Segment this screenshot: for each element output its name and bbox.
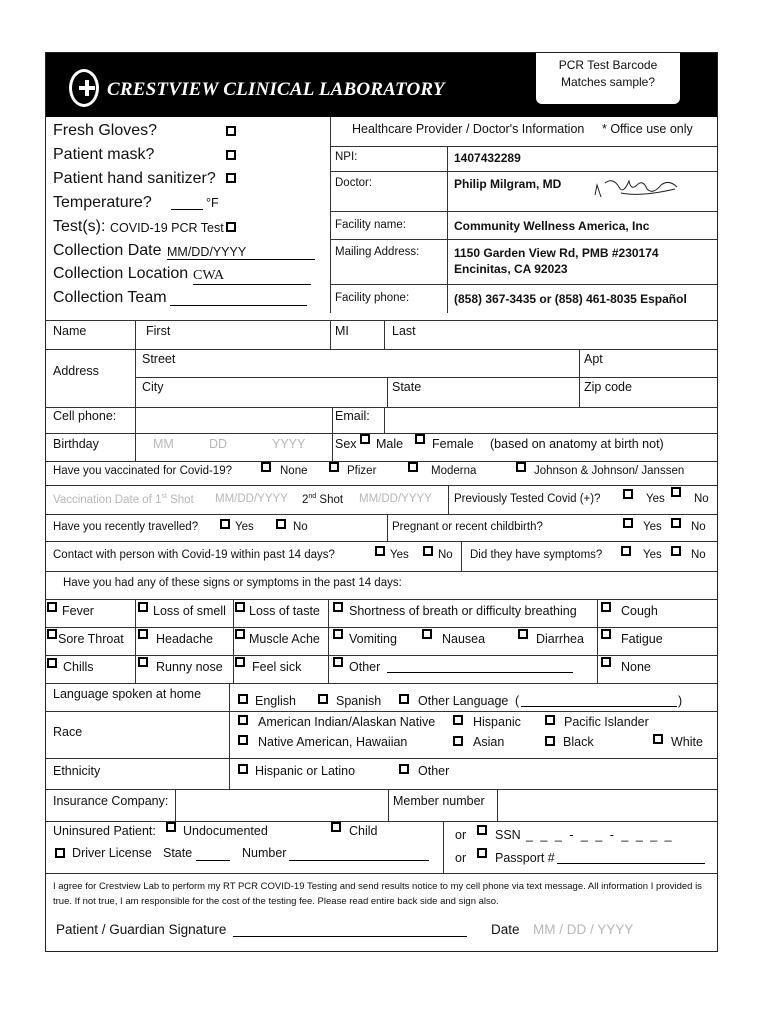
or-ssn-label: or bbox=[455, 828, 467, 842]
birth-month-field[interactable]: MM bbox=[153, 437, 174, 451]
symptoms-no-label: No bbox=[691, 549, 706, 561]
doctor-label: Doctor: bbox=[335, 177, 373, 189]
runny-nose-checkbox[interactable] bbox=[138, 657, 148, 667]
tests-label: Test(s): bbox=[53, 218, 106, 235]
signature-label: Patient / Guardian Signature bbox=[56, 922, 227, 937]
prev-tested-yes-label: Yes bbox=[646, 493, 665, 505]
medical-cross-logo-icon bbox=[69, 69, 99, 107]
moderna-checkbox[interactable] bbox=[408, 462, 418, 472]
npi-label: NPI: bbox=[335, 151, 358, 163]
barcode-line-1: PCR Test Barcode bbox=[558, 58, 658, 72]
travel-yes-checkbox[interactable] bbox=[220, 519, 230, 529]
asian-checkbox[interactable] bbox=[453, 736, 463, 746]
headache-checkbox[interactable] bbox=[138, 629, 148, 639]
mailing-line-1: 1150 Garden View Rd, PMB #230174 bbox=[454, 246, 659, 260]
birth-year-field[interactable]: YYYY bbox=[272, 437, 306, 451]
or-passport-label: or bbox=[455, 851, 467, 865]
child-checkbox[interactable] bbox=[331, 822, 341, 832]
fatigue-label: Fatigue bbox=[621, 632, 663, 646]
symptoms-yes-label: Yes bbox=[643, 549, 662, 561]
prev-tested-yes-checkbox[interactable] bbox=[623, 489, 633, 499]
passport-checkbox[interactable] bbox=[477, 848, 487, 858]
muscle-ache-checkbox[interactable] bbox=[235, 629, 245, 639]
dl-state-label: State bbox=[163, 846, 193, 860]
black-label: Black bbox=[563, 735, 594, 749]
pregnant-yes-label: Yes bbox=[643, 521, 662, 533]
sex-note: (based on anatomy at birth not) bbox=[490, 437, 664, 451]
provider-heading: Healthcare Provider / Doctor's Information bbox=[352, 122, 585, 136]
collection-date-field[interactable]: MM/DD/YYYY bbox=[167, 245, 315, 260]
fever-label: Fever bbox=[62, 604, 94, 618]
male-checkbox[interactable] bbox=[360, 434, 370, 444]
feel-sick-checkbox[interactable] bbox=[235, 657, 245, 667]
pregnant-no-checkbox[interactable] bbox=[671, 518, 681, 528]
other-symptom-checkbox[interactable] bbox=[333, 657, 343, 667]
hispanic-latino-checkbox[interactable] bbox=[238, 764, 248, 774]
asian-label: Asian bbox=[473, 735, 505, 749]
covid-test-checkbox[interactable] bbox=[226, 222, 236, 232]
cough-checkbox[interactable] bbox=[601, 602, 611, 612]
patient-mask-checkbox[interactable] bbox=[226, 150, 236, 160]
sore-throat-label: Sore Throat bbox=[58, 632, 124, 646]
symptoms-question: Did they have symptoms? bbox=[470, 549, 603, 561]
middle-initial-field[interactable]: MI bbox=[335, 324, 349, 338]
fatigue-checkbox[interactable] bbox=[601, 629, 611, 639]
loss-taste-label: Loss of taste bbox=[249, 604, 320, 618]
street-field[interactable]: Street bbox=[142, 352, 176, 366]
jj-checkbox[interactable] bbox=[516, 462, 526, 472]
symptoms-yes-checkbox[interactable] bbox=[621, 546, 631, 556]
collection-location-label: Collection Location bbox=[53, 265, 189, 282]
no-symptoms-checkbox[interactable] bbox=[601, 657, 611, 667]
loss-smell-label: Loss of smell bbox=[153, 604, 226, 618]
jj-label: Johnson & Johnson/ Janssen bbox=[534, 465, 685, 477]
female-label: Female bbox=[432, 437, 474, 451]
pfizer-label: Pfizer bbox=[347, 465, 377, 477]
sex-label: Sex bbox=[335, 437, 357, 451]
second-shot-label: 2nd Shot bbox=[302, 493, 344, 506]
birth-day-field[interactable]: DD bbox=[209, 437, 228, 451]
symptoms-heading: Have you had any of these signs or symptoms in the past 14 days: bbox=[63, 577, 402, 589]
passport-field[interactable] bbox=[557, 851, 705, 864]
ethnicity-other-checkbox[interactable] bbox=[399, 764, 409, 774]
cough-label: Cough bbox=[621, 604, 658, 618]
first-name-field[interactable]: First bbox=[146, 324, 171, 338]
last-name-field[interactable]: Last bbox=[392, 324, 416, 338]
runny-nose-label: Runny nose bbox=[156, 660, 223, 674]
travel-yes-label: Yes bbox=[235, 521, 254, 533]
moderna-label: Moderna bbox=[431, 465, 477, 477]
other-language-field[interactable] bbox=[521, 694, 677, 707]
second-shot-date-field[interactable]: MM/DD/YYYY bbox=[359, 493, 432, 505]
prev-tested-no-checkbox[interactable] bbox=[671, 487, 681, 497]
driver-license-checkbox[interactable] bbox=[55, 848, 65, 858]
symptoms-no-checkbox[interactable] bbox=[671, 546, 681, 556]
dl-state-field[interactable] bbox=[196, 848, 230, 861]
chills-checkbox[interactable] bbox=[47, 658, 57, 668]
brand-title: CRESTVIEW CLINICAL LABORATORY bbox=[107, 79, 445, 100]
hand-sanitizer-label: Patient hand sanitizer? bbox=[53, 170, 216, 187]
member-number-label: Member number bbox=[393, 794, 485, 808]
email-label: Email: bbox=[335, 409, 370, 423]
muscle-ache-label: Muscle Ache bbox=[249, 632, 320, 646]
white-checkbox[interactable] bbox=[653, 734, 663, 744]
cell-phone-label: Cell phone: bbox=[53, 409, 117, 423]
contact-question: Contact with person with Covid-19 within past 14 days? bbox=[53, 549, 335, 561]
pregnant-no-label: No bbox=[691, 521, 706, 533]
contact-no-checkbox[interactable] bbox=[423, 546, 433, 556]
other-language-close-paren: ) bbox=[678, 694, 683, 708]
feel-sick-label: Feel sick bbox=[252, 660, 302, 674]
native-american-label: Native American, Hawaiian bbox=[258, 735, 408, 749]
language-label: Language spoken at home bbox=[53, 687, 202, 701]
temperature-field[interactable] bbox=[171, 197, 203, 210]
phone-label: Facility phone: bbox=[335, 292, 410, 304]
loss-taste-checkbox[interactable] bbox=[235, 602, 245, 612]
dl-number-field[interactable] bbox=[289, 848, 429, 861]
vaccinated-question: Have you vaccinated for Covid-19? bbox=[53, 465, 232, 477]
npi-value: 1407432289 bbox=[454, 151, 521, 165]
pacific-islander-label: Pacific Islander bbox=[564, 715, 649, 729]
fever-checkbox[interactable] bbox=[47, 602, 57, 612]
spanish-checkbox[interactable] bbox=[318, 694, 328, 704]
pregnant-question: Pregnant or recent childbirth? bbox=[392, 521, 543, 533]
nausea-checkbox[interactable] bbox=[422, 629, 432, 639]
chills-label: Chills bbox=[63, 660, 94, 674]
first-shot-date-field[interactable]: MM/DD/YYYY bbox=[215, 493, 288, 505]
vomiting-label: Vomiting bbox=[349, 632, 397, 646]
fresh-gloves-label: Fresh Gloves? bbox=[53, 122, 158, 139]
breath-label: Shortness of breath or difficulty breathing bbox=[349, 604, 577, 618]
birthday-label: Birthday bbox=[53, 437, 99, 451]
native-american-checkbox[interactable] bbox=[238, 735, 248, 745]
previously-tested-label: Previously Tested Covid (+)? bbox=[454, 493, 601, 505]
uninsured-label: Uninsured Patient: bbox=[53, 824, 156, 838]
diarrhea-label: Diarrhea bbox=[536, 632, 584, 646]
contact-yes-label: Yes bbox=[390, 549, 409, 561]
driver-license-label: Driver License bbox=[72, 846, 152, 860]
apt-field[interactable]: Apt bbox=[584, 352, 603, 366]
travel-no-label: No bbox=[293, 521, 308, 533]
patient-mask-label: Patient mask? bbox=[53, 146, 155, 163]
ethnicity-label: Ethnicity bbox=[53, 764, 101, 778]
header-banner bbox=[46, 53, 717, 117]
nausea-label: Nausea bbox=[442, 632, 486, 646]
male-label: Male bbox=[376, 437, 404, 451]
crestview-intake-form bbox=[45, 52, 718, 952]
vaccine-none-checkbox[interactable] bbox=[261, 462, 271, 472]
collection-date-label: Collection Date bbox=[53, 242, 162, 259]
spanish-label: Spanish bbox=[336, 694, 382, 708]
doctor-value: Philip Milgram, MD bbox=[454, 177, 562, 191]
english-checkbox[interactable] bbox=[238, 694, 248, 704]
female-checkbox[interactable] bbox=[415, 434, 425, 444]
state-field[interactable]: State bbox=[392, 380, 422, 394]
facility-label: Facility name: bbox=[335, 219, 406, 231]
diarrhea-checkbox[interactable] bbox=[518, 629, 528, 639]
prev-tested-no-label: No bbox=[694, 493, 709, 505]
other-language-label: Other Language bbox=[418, 694, 509, 708]
hispanic-race-label: Hispanic bbox=[473, 715, 521, 729]
collection-team-label: Collection Team bbox=[53, 289, 167, 306]
zip-field[interactable]: Zip code bbox=[584, 380, 632, 394]
sore-throat-checkbox[interactable] bbox=[47, 629, 57, 639]
hispanic-race-checkbox[interactable] bbox=[453, 715, 463, 725]
contact-yes-checkbox[interactable] bbox=[375, 546, 385, 556]
undocumented-checkbox[interactable] bbox=[166, 822, 176, 832]
pacific-islander-checkbox[interactable] bbox=[545, 715, 555, 725]
other-symptom-label: Other bbox=[349, 660, 381, 674]
black-checkbox[interactable] bbox=[545, 736, 555, 746]
barcode-line-2: Matches sample? bbox=[560, 75, 656, 89]
facility-value: Community Wellness America, Inc bbox=[454, 219, 650, 233]
headache-label: Headache bbox=[156, 632, 213, 646]
english-label: English bbox=[255, 694, 296, 708]
passport-label: Passport # bbox=[495, 851, 555, 865]
collection-location-field[interactable]: CWA bbox=[193, 268, 311, 285]
mailing-line-2: Encinitas, CA 92023 bbox=[454, 262, 568, 276]
american-indian-label: American Indian/Alaskan Native bbox=[258, 715, 436, 729]
insurance-company-label: Insurance Company: bbox=[53, 794, 169, 808]
other-symptom-field[interactable] bbox=[387, 660, 573, 673]
consent-text: I agree for Crestview Lab to perform my RT PCR COVID-19 Testing and send results notice to my cell phone via text message. All information I provided is true. If not true, I am responsible for the cost of the testing fee. Please read entire back side and sign also. bbox=[53, 881, 702, 907]
pfizer-checkbox[interactable] bbox=[329, 462, 339, 472]
travel-question: Have you recently travelled? bbox=[53, 521, 199, 533]
fresh-gloves-checkbox[interactable] bbox=[226, 126, 236, 136]
ssn-label: SSN bbox=[495, 828, 521, 842]
loss-smell-checkbox[interactable] bbox=[138, 602, 148, 612]
travel-no-checkbox[interactable] bbox=[276, 519, 286, 529]
vomiting-checkbox[interactable] bbox=[333, 629, 343, 639]
barcode-box bbox=[536, 53, 680, 104]
ssn-field[interactable]: _ _ _ - _ _ - _ _ _ _ bbox=[526, 828, 674, 842]
name-label: Name bbox=[53, 324, 87, 338]
signature-date-field[interactable]: MM / DD / YYYY bbox=[533, 922, 634, 937]
undocumented-label: Undocumented bbox=[183, 824, 268, 838]
tests-value: COVID-19 PCR Test bbox=[110, 221, 224, 235]
american-indian-checkbox[interactable] bbox=[238, 715, 248, 725]
white-label: White bbox=[671, 735, 703, 749]
contact-no-label: No bbox=[438, 549, 453, 561]
hispanic-latino-label: Hispanic or Latino bbox=[255, 764, 356, 778]
other-language-checkbox[interactable] bbox=[399, 694, 409, 704]
vaccine-none-label: None bbox=[280, 465, 308, 477]
collection-team-field[interactable] bbox=[170, 293, 307, 306]
signature-field[interactable] bbox=[233, 924, 467, 937]
dl-number-label: Number bbox=[242, 846, 287, 860]
race-label: Race bbox=[53, 725, 83, 739]
breath-checkbox[interactable] bbox=[333, 602, 343, 612]
office-use-note: * Office use only bbox=[602, 122, 693, 136]
ssn-checkbox[interactable] bbox=[477, 825, 487, 835]
hand-sanitizer-checkbox[interactable] bbox=[226, 173, 236, 183]
signature-date-label: Date bbox=[491, 922, 520, 937]
no-symptoms-label: None bbox=[621, 660, 651, 674]
child-label: Child bbox=[349, 824, 378, 838]
pregnant-yes-checkbox[interactable] bbox=[623, 518, 633, 528]
doctor-signature-icon bbox=[591, 175, 681, 203]
temperature-unit: °F bbox=[206, 196, 219, 210]
city-field[interactable]: City bbox=[142, 380, 164, 394]
mailing-label: Mailing Address: bbox=[335, 246, 420, 258]
other-language-open-paren: ( bbox=[515, 694, 520, 708]
address-label: Address bbox=[53, 364, 99, 378]
ethnicity-other-label: Other bbox=[418, 764, 450, 778]
phone-value: (858) 367-3435 or (858) 461-8035 Español bbox=[454, 292, 687, 306]
vaccination-date-label: Vaccination Date of 1st Shot bbox=[53, 493, 194, 506]
temperature-label: Temperature? bbox=[53, 194, 152, 211]
